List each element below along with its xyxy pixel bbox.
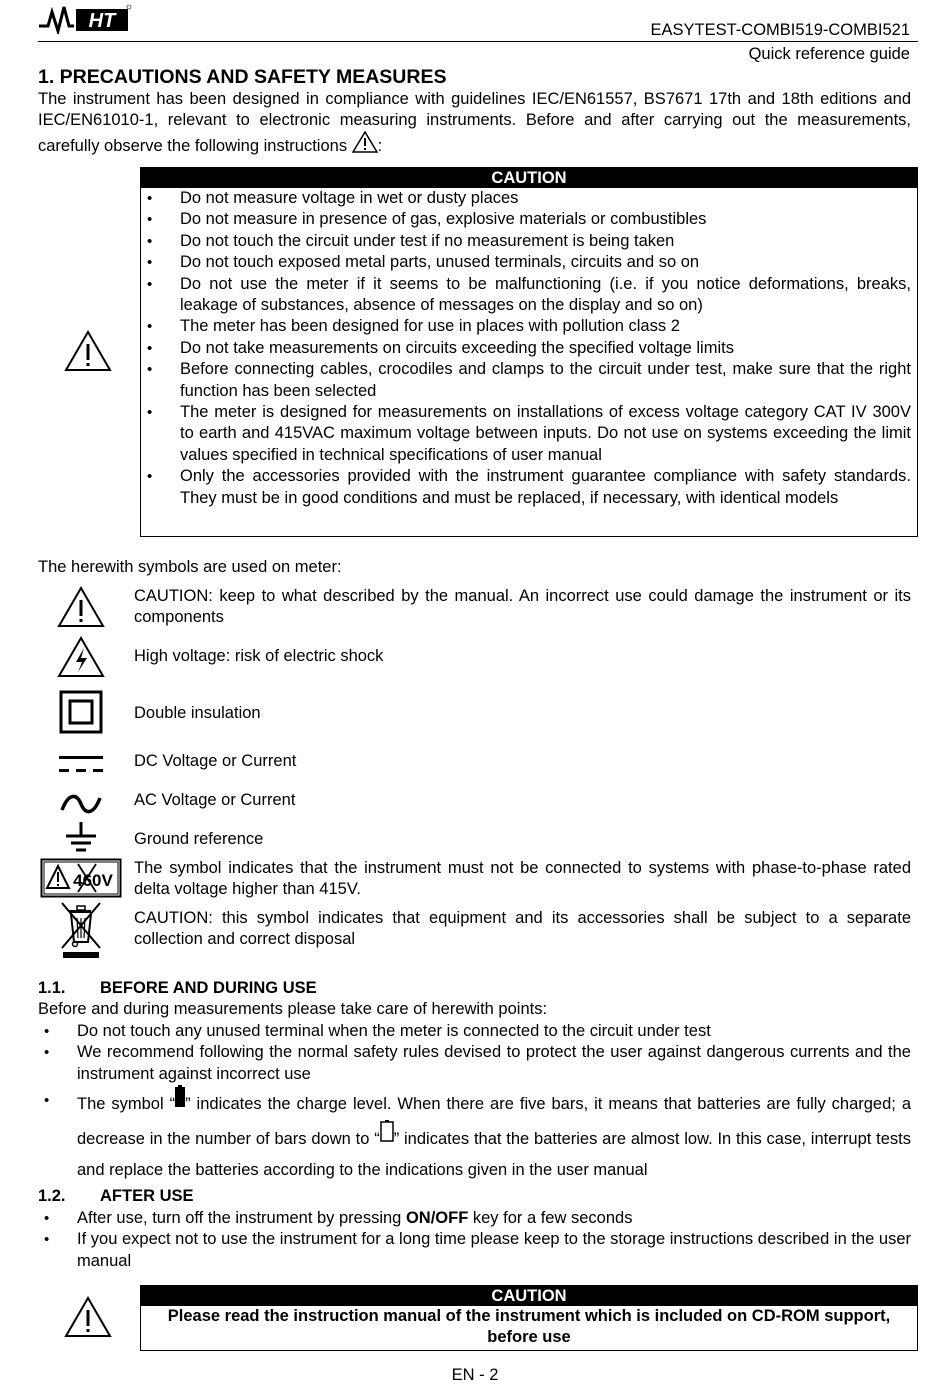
list-item: • The meter has been designed for use in places with pollution class 2	[141, 316, 911, 337]
list-item: • Do not use the meter if it seems to be malfunctioning (i.e. if you notice deformations, breaks, leakage of substances, absence of messages on the display and so on)	[141, 274, 911, 317]
ground-icon	[38, 822, 124, 856]
symbol-row	[38, 900, 911, 962]
list-item: • Do not measure voltage in wet or dusty places	[141, 188, 911, 209]
section-title: 1. PRECAUTIONS AND SAFETY MEASURES	[38, 66, 447, 88]
intro-suffix: :	[377, 137, 383, 155]
svg-text:460V: 460V	[73, 871, 113, 890]
header-model: EASYTEST-COMBI519-COMBI521	[650, 21, 910, 39]
symbol-row	[38, 586, 911, 634]
caution-warning-icon-cell	[38, 190, 138, 535]
symbol-description: Ground reference	[134, 830, 264, 848]
battery-full-icon	[175, 1085, 185, 1118]
list-item: • The symbol “ ” indicates the charge level. When there are five bars, it means that batteries are fully charged; a decrease in the number of bars down to “ ” indicates that the batteries are almost low. In this case, interrupt tests and replace the batteries according to the indications given in the user manual	[38, 1085, 911, 1186]
ac-icon	[38, 790, 124, 818]
page-number: EN - 2	[451, 1366, 499, 1384]
final-caution-box	[140, 1285, 918, 1351]
before-use-list	[38, 1021, 911, 1186]
ht-logo	[38, 4, 132, 34]
symbol-row	[38, 788, 911, 820]
list-item: • Do not touch exposed metal parts, unused terminals, circuits and so on	[141, 252, 911, 273]
warning-triangle-icon	[64, 330, 112, 372]
list-item: • If you expect not to use the instrument for a long time please keep to the storage instructions described in the user manual	[38, 1229, 911, 1272]
list-item: • After use, turn off the instrument by pressing ON/OFF key for a few seconds	[38, 1208, 911, 1229]
caution-box	[140, 167, 918, 537]
symbol-description: DC Voltage or Current	[134, 752, 297, 770]
battery-empty-icon	[380, 1120, 394, 1153]
caution-header: CAUTION	[141, 1286, 917, 1306]
subsection-intro: Before and during measurements please take care of herewith points:	[38, 1000, 548, 1018]
svg-text:HT: HT	[88, 10, 116, 32]
symbol-row	[38, 690, 911, 738]
list-item: • The meter is designed for measurements on installations of excess voltage category CAT IV 300V to earth and 415VAC maximum voltage between inputs. Do not use on systems exceeding the limit values specified in technical specifications of user manual	[141, 402, 911, 466]
symbol-description: The symbol indicates that the instrument must not be connected to systems with phase-to-phase rated delta voltage higher than 415V.	[134, 859, 911, 898]
list-item: • Do not touch the circuit under test if no measurement is being taken	[141, 231, 911, 252]
symbol-description: Double insulation	[134, 704, 261, 722]
high-voltage-icon	[38, 636, 124, 678]
caution-header: CAUTION	[141, 168, 917, 188]
warning-triangle-icon	[64, 1296, 112, 1338]
after-use-list	[38, 1208, 911, 1272]
warning-triangle-icon	[38, 586, 124, 628]
symbol-description: CAUTION: this symbol indicates that equipment and its accessories shall be subject to a separate collection and correct disposal	[134, 909, 911, 948]
caution-text: Please read the instruction manual of the instrument which is included on CD-ROM support, before use	[167, 1307, 891, 1346]
460v-prohibited-icon	[38, 858, 124, 898]
symbol-row	[38, 822, 911, 856]
header-subtitle: Quick reference guide	[748, 45, 910, 63]
list-item: • Do not take measurements on circuits exceeding the specified voltage limits	[141, 338, 911, 359]
symbol-row	[38, 636, 911, 682]
double-insulation-icon	[38, 690, 124, 734]
list-item: • We recommend following the normal safety rules devised to protect the user against dangerous currents and the instrument against incorrect use	[38, 1042, 911, 1085]
symbol-row	[38, 858, 911, 900]
list-item: • Do not touch any unused terminal when the meter is connected to the circuit under test	[38, 1021, 911, 1042]
list-item: • Only the accessories provided with the instrument guarantee compliance with safety standards. They must be in good conditions and must be replaced, if necessary, with identical models	[141, 466, 911, 509]
section-intro	[38, 89, 911, 159]
symbol-description: AC Voltage or Current	[134, 791, 296, 809]
dc-icon	[38, 753, 124, 775]
subsection-title: 1.2. AFTER USE	[38, 1187, 194, 1205]
symbol-row	[38, 750, 911, 780]
caution-list	[141, 188, 917, 509]
intro-text: The instrument has been designed in compliance with guidelines IEC/EN61557, BS7671 17th and 18th editions and IEC/EN61010-1, relevant to electronic measuring instruments. Before and after carrying out the measurements, carefully observe the following instructions	[38, 90, 911, 155]
symbol-description: CAUTION: keep to what described by the manual. An incorrect use could damage the instrument or its components	[134, 587, 911, 626]
subsection-title: 1.1. BEFORE AND DURING USE	[38, 979, 317, 997]
inline-warning-icon	[352, 131, 378, 159]
symbols-intro: The herewith symbols are used on meter:	[38, 558, 342, 576]
symbol-description: High voltage: risk of electric shock	[134, 647, 384, 665]
weee-bin-icon	[38, 900, 124, 960]
header-divider	[38, 41, 918, 42]
list-item: • Do not measure in presence of gas, explosive materials or combustibles	[141, 209, 911, 230]
list-item: • Before connecting cables, crocodiles and clamps to the circuit under test, make sure that the right function has been selected	[141, 359, 911, 402]
